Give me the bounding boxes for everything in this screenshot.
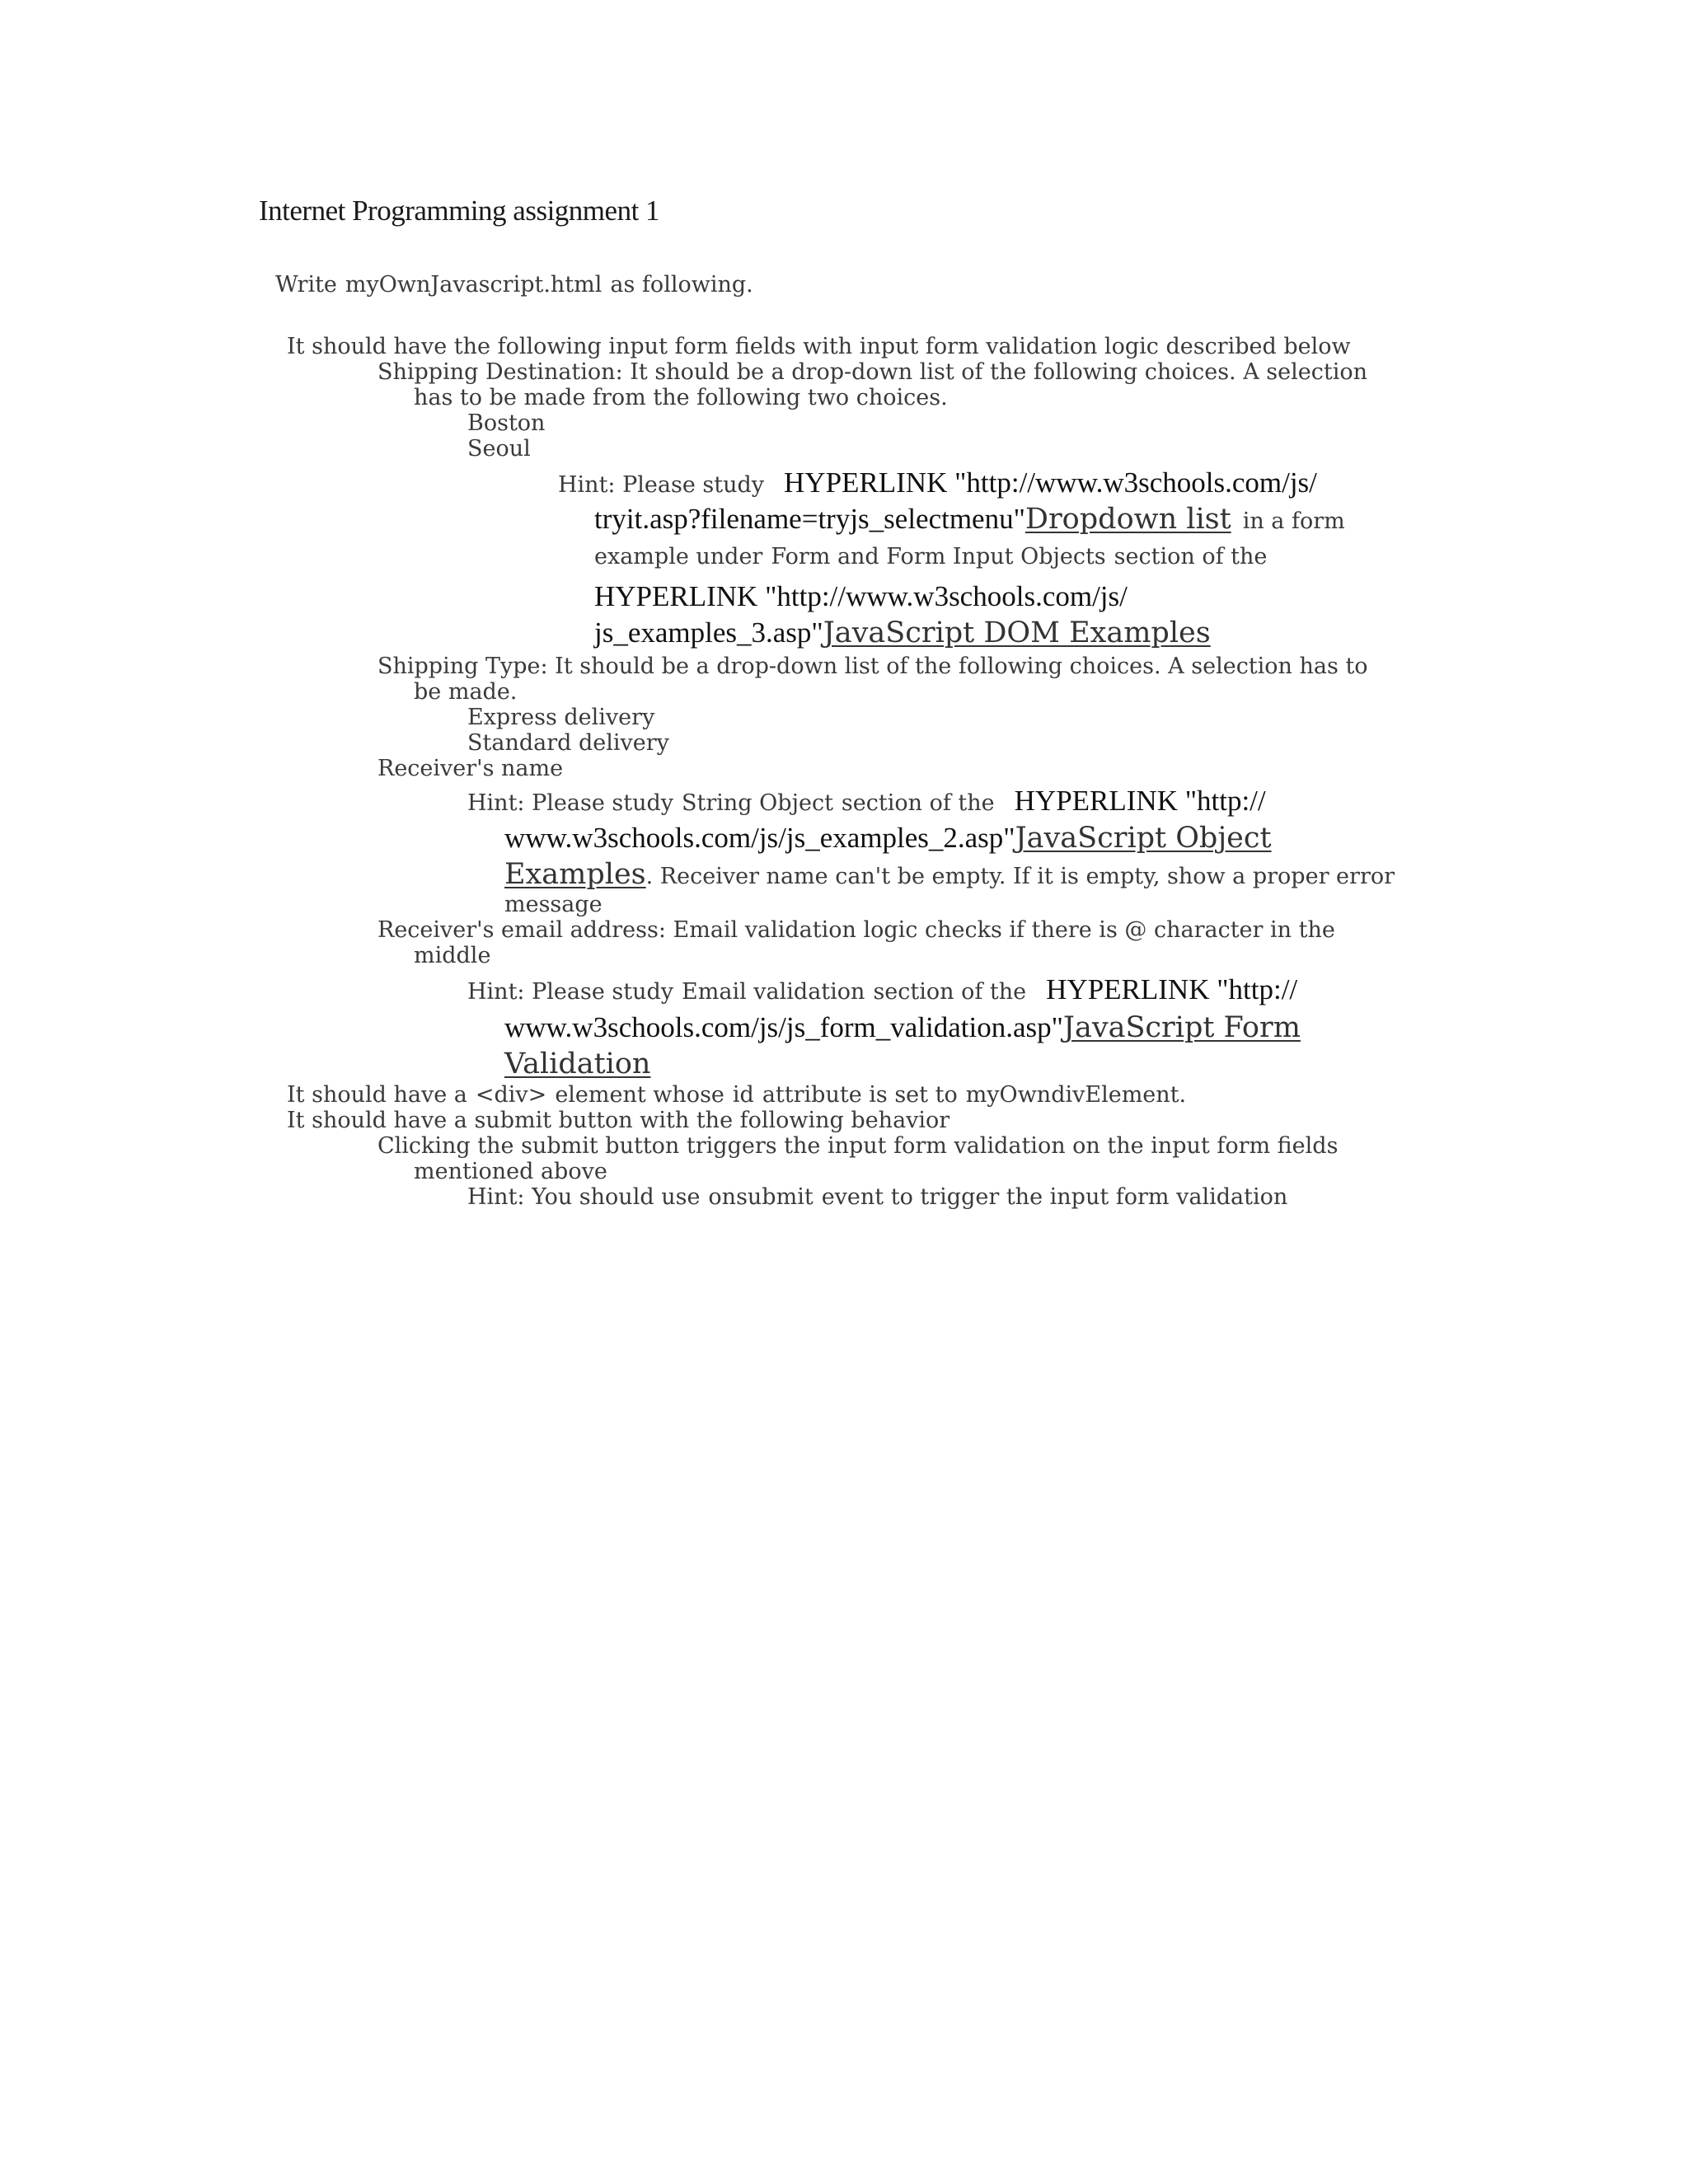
dest-hint-line3: [594, 544, 1267, 569]
shipping-destination-line2: has to be made from the following two choices.: [414, 385, 948, 410]
dest-hint-mid-2c: section of the: [1114, 544, 1268, 569]
shipping-type-line2: be made.: [414, 679, 518, 705]
receiver-email-line1: Receiver's email address: Email validation logic checks if there is @ character in the: [377, 917, 1335, 943]
name-hint-field-code-2: www.w3schools.com/js/js_examples_2.asp": [504, 822, 1015, 854]
dest-hint-form-objects: Form and Form Input Objects: [771, 544, 1106, 569]
email-hint-field-code-1: HYPERLINK "http://: [1046, 973, 1298, 1005]
name-hint-line1: [467, 785, 1266, 820]
name-hint-line4: message: [504, 892, 603, 917]
email-hint-prefix: Hint: Please study: [467, 979, 674, 1005]
document-title: Internet Programming assignment 1: [259, 194, 660, 227]
form-validation-link-part2[interactable]: Validation: [504, 1047, 651, 1080]
submit-hint-event: onsubmit: [708, 1184, 814, 1210]
form-validation-link-part1[interactable]: JavaScript Form: [1062, 1011, 1301, 1044]
submit-hint-a: Hint: You should use: [467, 1184, 701, 1210]
dest-hint-field-code-1: HYPERLINK "http://www.w3schools.com/js/: [784, 466, 1317, 499]
dest-hint-prefix: Hint: Please study: [558, 472, 765, 498]
dest-hint-line1: [558, 466, 1317, 502]
email-hint-line2: [504, 1010, 1301, 1047]
name-hint-prefix: Hint: Please study: [467, 790, 674, 816]
name-hint-string-object: String Object: [682, 790, 833, 816]
dest-hint-line2: [594, 502, 1345, 539]
email-hint-line3: [504, 1047, 650, 1084]
submit-hint-line: [467, 1184, 1287, 1210]
email-hint-line1: [467, 973, 1297, 1009]
receiver-email-line2: middle: [414, 943, 491, 968]
name-hint-after: . Receiver name can't be empty. If it is empty, show a proper error: [645, 864, 1395, 889]
name-hint-mid: section of the: [841, 790, 995, 816]
name-hint-line2: [504, 821, 1272, 858]
dest-hint-field-code-2: tryit.asp?filename=tryjs_selectmenu": [594, 503, 1025, 535]
submit-req-line1: Clicking the submit button triggers the input form validation on the input form fields: [377, 1133, 1339, 1159]
dest-hint-field-code-3: HYPERLINK "http://www.w3schools.com/js/: [594, 580, 1128, 612]
div-req-tag: <div>: [475, 1082, 547, 1108]
email-hint-field-code-2: www.w3schools.com/js/js_form_validation.asp": [504, 1011, 1063, 1043]
email-hint-email-validation: Email validation: [682, 979, 865, 1005]
submit-hint-b: event to trigger the input form validation: [821, 1184, 1288, 1210]
form-fields-lead: It should have the following input form fields with input form validation logic described below: [287, 334, 1351, 359]
name-hint-field-code-1: HYPERLINK "http://: [1014, 785, 1266, 817]
div-req-b: element whose: [555, 1082, 724, 1108]
intro-suffix: as following.: [610, 272, 753, 298]
shipping-destination-line1: Shipping Destination: It should be a drop-down list of the following choices. A selection: [377, 359, 1367, 385]
intro-line: [275, 272, 753, 298]
email-hint-mid: section of the: [873, 979, 1027, 1005]
dom-examples-link[interactable]: JavaScript DOM Examples: [823, 616, 1211, 649]
div-req-val: myOwndivElement.: [965, 1082, 1187, 1108]
dest-hint-field-code-4: js_examples_3.asp": [594, 616, 823, 649]
div-req-a: It should have a: [287, 1082, 467, 1108]
div-req-c: attribute is set to: [762, 1082, 958, 1108]
submit-req-line2: mentioned above: [414, 1159, 607, 1184]
shipping-type-line1: Shipping Type: It should be a drop-down list of the following choices. A selection has to: [377, 654, 1368, 679]
object-examples-link-part1[interactable]: JavaScript Object: [1015, 822, 1272, 855]
dropdown-list-link[interactable]: Dropdown list: [1025, 503, 1231, 536]
receiver-name-label: Receiver's name: [377, 756, 564, 781]
dest-hint-line5: [594, 616, 1211, 653]
choice-standard: Standard delivery: [467, 730, 669, 756]
choice-seoul: Seoul: [467, 436, 531, 462]
name-hint-line3: [504, 857, 1395, 894]
object-examples-link-part2[interactable]: Examples: [504, 858, 646, 891]
div-req-attr: id: [732, 1082, 754, 1108]
submit-req-lead: It should have a submit button with the following behavior: [287, 1108, 950, 1133]
intro-filename: myOwnJavascript.html: [345, 272, 603, 298]
dest-hint-mid-1: in a form: [1242, 509, 1345, 534]
dest-hint-line4: [594, 579, 1128, 616]
dest-hint-mid-2a: example under: [594, 544, 763, 569]
choice-boston: Boston: [467, 410, 546, 436]
choice-express: Express delivery: [467, 705, 655, 730]
div-requirement-line: [287, 1082, 1186, 1108]
intro-write: Write: [275, 272, 337, 298]
